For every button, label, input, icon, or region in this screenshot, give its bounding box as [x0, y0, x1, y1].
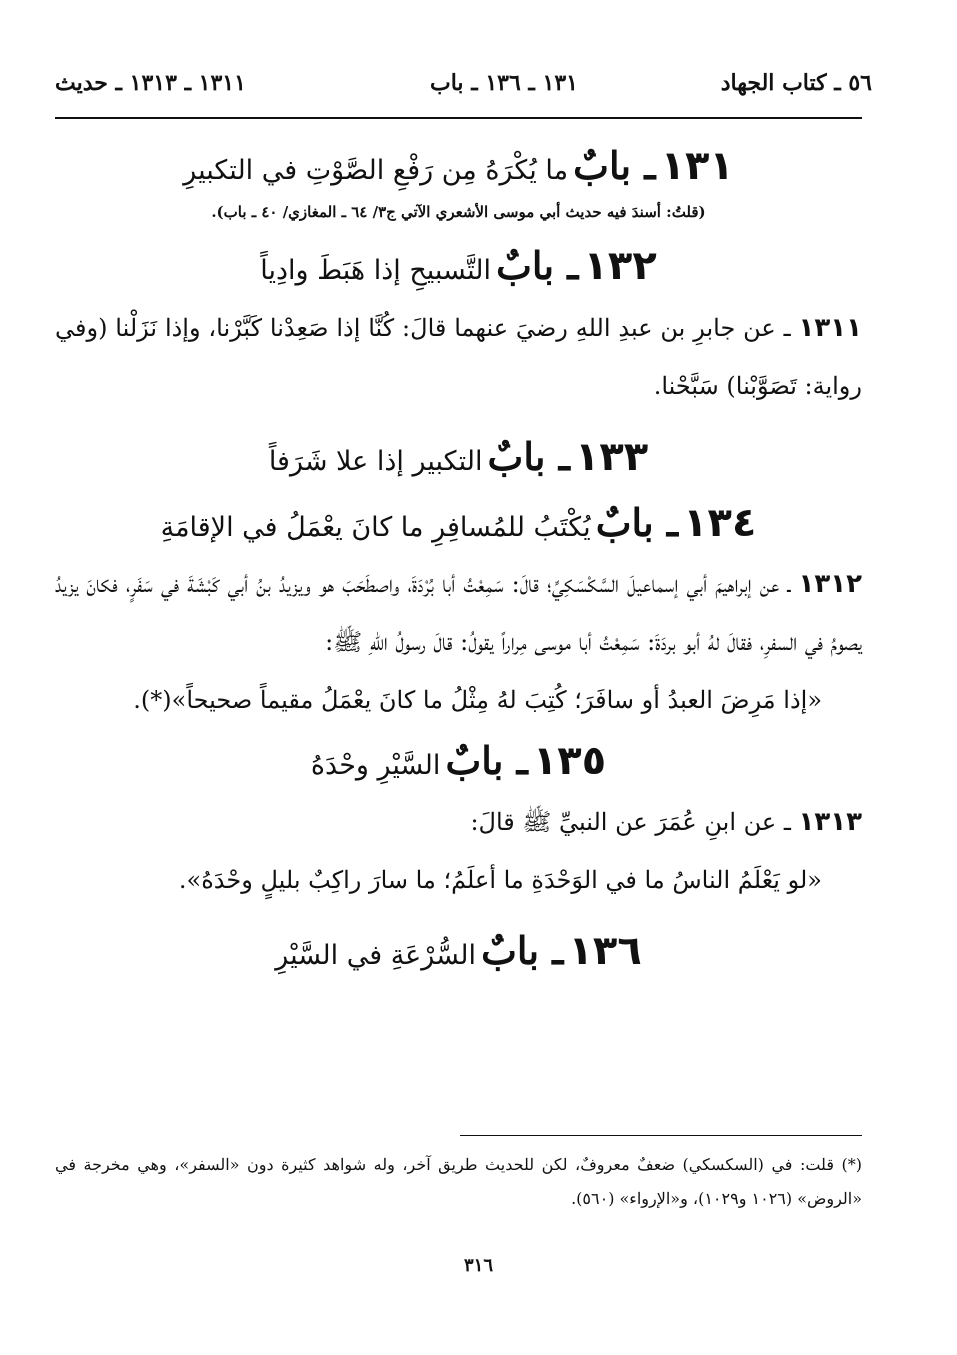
running-header	[55, 70, 872, 110]
chapter-number: ١٣٦	[568, 928, 642, 974]
hadith-quote: «إذا مَرِضَ العبدُ أو سافَرَ؛ كُتِبَ لهُ مِثْلُ ما كانَ يعْمَلُ مقيماً صحيحاً»(*).	[133, 686, 822, 714]
chapter-number: ١٣٥	[532, 738, 607, 784]
chapter-word: ـ بابٌ	[481, 928, 564, 973]
page-number: ٣١٦	[463, 1255, 493, 1276]
hadith-quote: «لو يَعْلَمُ الناسُ ما في الوَحْدَةِ ما أعلَمُ؛ ما سارَ راكِبٌ بليلٍ وحْدَهُ».	[178, 866, 822, 894]
hadith-1313	[55, 793, 862, 851]
chapter-title: التكبير إذا علا شَرَفاً	[268, 446, 483, 477]
chapter-word: ـ بابٌ	[496, 243, 579, 288]
chapter-word: ـ بابٌ	[487, 434, 570, 479]
chapter-word: ـ بابٌ	[595, 500, 679, 545]
chapter-heading-131	[55, 135, 862, 197]
chapter-heading-134	[55, 491, 862, 555]
header-divider	[55, 117, 862, 119]
chapter-title: السَّيْرِ وحْدَهُ	[310, 750, 441, 781]
hadith-1311	[55, 299, 862, 415]
chapter-heading-136	[55, 917, 862, 985]
hadith-number: ١٣١١	[798, 313, 862, 343]
chapter-number: ١٣٤	[683, 500, 757, 546]
footnote: (*) قلت: في (السكسكي) ضعفٌ معروفٌ، لكن للحديث طريق آخر، وله شواهد كثيرة دون «السفر»، وهي مخرجة في «الروض» (١٠٢٦ و١٠٢٩)، و«الإرواء» (٥٦٠).	[55, 1155, 863, 1208]
hadith-text: ـ عن ابنِ عُمَرَ عن النبيِّ ﷺ قالَ:	[470, 808, 791, 836]
page-content	[55, 135, 862, 985]
hadith-text: ـ عن إبراهيمَ أبي إسماعيلَ السَّكْسَكِيِّ؛ قالَ: سَمِعْتُ أبا بُرْدَةَ، واصطَحَبَ هو ويزيدُ بنُ أبي كَبْشَةَ في سَفَرٍ، فكانَ يزيدُ يصومُ في السفرِ، فقالَ لهُ أبو بردَةَ: سَمِعْتُ أبا موسى مِراراً يقولُ: قالَ رسولُ اللهِ ﷺ:	[55, 570, 862, 656]
chapter-title: التَّسبيحِ إذا هَبَطَ وادِياً	[260, 255, 492, 286]
footnote-divider	[460, 1135, 862, 1136]
chapter-title: يُكْتَبُ للمُسافِرِ ما كانَ يعْمَلُ في الإقامَةِ	[160, 512, 591, 543]
chapter-heading-133	[55, 423, 862, 491]
chapter-title: السُّرْعَةِ في السَّيْرِ	[275, 940, 476, 971]
header-chapter-range: ١٣١ ـ ١٣٦ ـ باب	[430, 70, 578, 96]
hadith-number: ١٣١٢	[798, 569, 862, 599]
chapter-word: ـ بابٌ	[573, 143, 656, 188]
chapter-title: ما يُكْرَهُ مِن رَفْعِ الصَّوْتِ في التكبيرِ	[183, 155, 569, 186]
chapter-number: ١٣٢	[583, 243, 657, 289]
hadith-number: ١٣١٣	[798, 807, 862, 837]
chapter-number: ١٣١	[660, 143, 734, 189]
chapter-heading-135	[55, 729, 862, 793]
chapter-note: (قلتُ: أسندَ فيه حديث أبي موسى الأشعري الآتي ج٣/ ٦٤ ـ المغازي/ ٤٠ ـ باب).	[211, 203, 706, 221]
chapter-heading-132	[55, 233, 862, 299]
chapter-word: ـ بابٌ	[445, 738, 528, 783]
hadith-1312	[55, 555, 862, 671]
header-book-title: ٥٦ ـ كتاب الجهاد	[720, 70, 872, 96]
hadith-text: ـ عن جابرِ بن عبدِ اللهِ رضيَ عنهما قالَ: كُنَّا إذا صَعِدْنا كَبَّرْنا، وإذا نَزَلْنا (وفي رواية: تَصَوَّبْنا) سَبَّحْنا.	[55, 314, 862, 400]
chapter-number: ١٣٣	[574, 434, 649, 480]
header-hadith-range: ١٣١١ ـ ١٣١٣ ـ حديث	[55, 70, 246, 96]
